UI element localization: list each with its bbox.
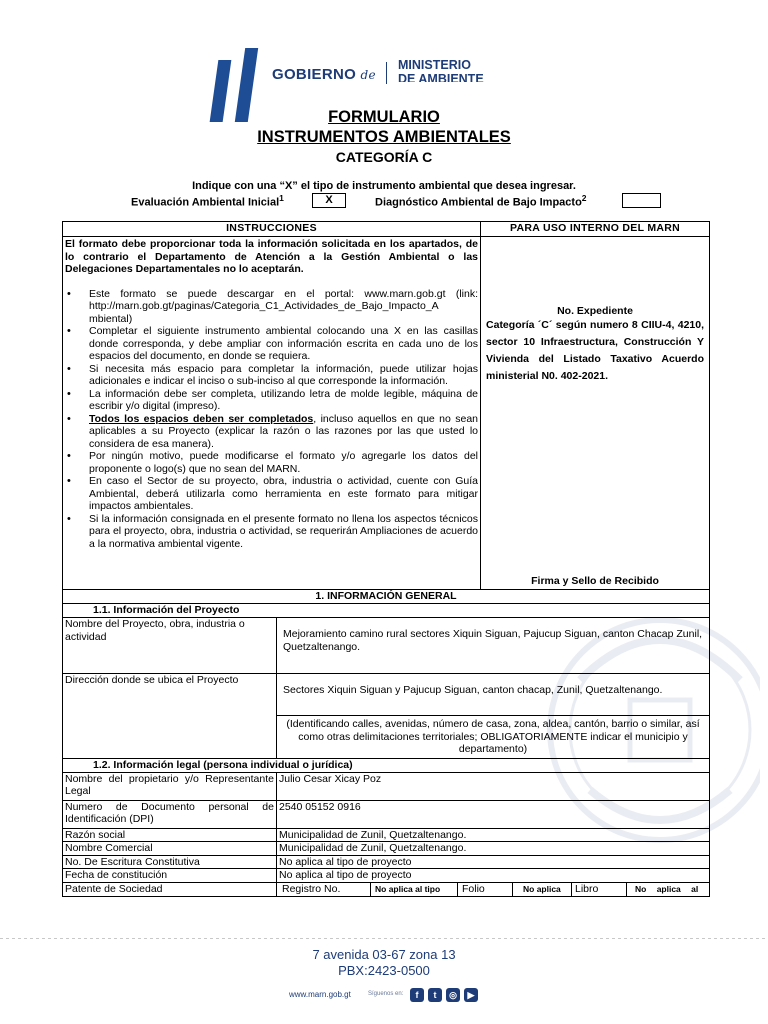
instruction-item: • Este formato se puede descargar en el portal: www.marn.gob.gt (link: http://marn.gob.gt/paginas/Categoria_C1_Actividades_de_Bajo_Impacto_A mbiental) bbox=[65, 288, 478, 326]
footer-pbx: PBX:2423-0500 bbox=[338, 963, 430, 978]
instructions-cell bbox=[63, 237, 481, 590]
fecha-constitucion-label: Fecha de constitución bbox=[63, 869, 277, 883]
direccion-note: (Identificando calles, avenidas, número de casa, zona, aldea, cantón, barrio o similar, así como otras delimitaciones territoriales; OBLIGATORIAMENTE indicar el municipio y departamento) bbox=[277, 716, 710, 759]
expediente-label: No. Expediente bbox=[557, 305, 633, 317]
footer-siguenos: Síguenos en: bbox=[368, 991, 404, 997]
logo-divider bbox=[386, 62, 387, 84]
fecha-constitucion-field[interactable]: No aplica al tipo de proyecto bbox=[277, 869, 710, 883]
libro-field[interactable]: No aplica al bbox=[635, 883, 699, 894]
instrucciones-header: INSTRUCCIONES bbox=[63, 222, 481, 237]
instruction-item: • La información debe ser completa, utilizando letra de molde legible, máquina de escribir y/o digital (impreso). bbox=[65, 388, 478, 413]
evaluacion-label: Evaluación Ambiental Inicial$^1$ bbox=[131, 193, 284, 209]
nombre-proyecto-label: Nombre del Proyecto, obra, industria o actividad bbox=[63, 618, 277, 674]
folio-label: Folio bbox=[462, 882, 485, 895]
libro-label: Libro bbox=[575, 882, 599, 895]
subsection-title: 1.1. Información del Proyecto bbox=[63, 604, 710, 618]
twitter-icon[interactable]: t bbox=[428, 988, 442, 1002]
instruction-item: • Si la información consignada en el presente formato no llena los aspectos técnicos para el proyecto, obra, industria o actividad, se requerirán Ampliaciones de acuerdo a la normativa ambiental vigente. bbox=[65, 513, 478, 551]
dpi-label: Numero de Documento personal de Identificación (DPI) bbox=[63, 800, 277, 828]
instruction-item: • Todos los espacios deben ser completados, incluso aquellos en que no sean aplicables a su Proyecto (explicar la razón o las razones por las que usted lo considera de esa manera). bbox=[65, 413, 478, 451]
folio-field[interactable]: No aplica bbox=[523, 883, 561, 894]
subsection-title: 1.2. Información legal (persona individual o jurídica) bbox=[63, 758, 710, 772]
instructions-intro: El formato debe proporcionar toda la información solicitada en los apartados, de lo contrario el Departamento de Atención a la Gestión Ambiental o las Delegaciones Departamentales no lo aceptarán. bbox=[65, 238, 479, 275]
dpi-field[interactable]: 2540 05152 0916 bbox=[277, 800, 710, 828]
nombre-proyecto-field[interactable]: Mejoramiento camino rural sectores Xiquin Siguan, Pajucup Siguan, canton Chacap Zunil, Quetzaltenango. bbox=[277, 618, 710, 674]
patente-label: Patente de Sociedad bbox=[63, 882, 277, 896]
footer-address: 7 avenida 03-67 zona 13 bbox=[312, 947, 456, 962]
header bbox=[0, 0, 768, 100]
registro-label: Registro No. bbox=[282, 882, 341, 895]
patente-fields bbox=[277, 882, 710, 896]
escritura-field[interactable]: No aplica al tipo de proyecto bbox=[277, 855, 710, 869]
instructions-list bbox=[65, 288, 478, 551]
logo-gobierno: GOBIERNO de bbox=[272, 66, 376, 83]
instagram-icon[interactable]: ◎ bbox=[446, 988, 460, 1002]
categoria-text: Categoría ´C´ según numero 8 CIIU-4, 4210, sector 10 Infraestructura, Construcción Y Vivienda del Listado Taxativo Acuerdo ministerial N0. 402-2021. bbox=[486, 319, 705, 382]
form-category: CATEGORÍA C bbox=[335, 149, 433, 165]
form-table bbox=[62, 221, 710, 897]
instruction-item: • Si necesita más espacio para completar la información, puede utilizar hojas adicionales e indicar el inciso o sub-inciso al que corresponde la información. bbox=[65, 363, 478, 388]
registro-field[interactable]: No aplica al tipo bbox=[375, 883, 441, 894]
uso-interno-cell bbox=[481, 237, 710, 590]
instruction-item: • En caso el Sector de su proyecto, obra, industria o actividad, cuente con Guía Ambiental, deberá utilizarla como herramienta en este formato para mitigar impactos ambientales. bbox=[65, 475, 478, 513]
form-title: FORMULARIO bbox=[328, 108, 440, 126]
nombre-comercial-label: Nombre Comercial bbox=[63, 842, 277, 856]
facebook-icon[interactable]: f bbox=[410, 988, 424, 1002]
instruction-item: • Por ningún motivo, puede modificarse el formato y/o agregarle los datos del proponente o logo(s) que no sean del MARN. bbox=[65, 450, 478, 475]
diagnostico-checkbox[interactable] bbox=[622, 193, 661, 208]
instruction-text: Indique con una “X” el tipo de instrumento ambiental que desea ingresar. bbox=[192, 180, 576, 192]
footer-divider bbox=[0, 938, 768, 939]
direccion-field[interactable]: Sectores Xiquin Siguan y Pajucup Siguan, canton chacap, Zunil, Quetzaltenango. bbox=[277, 674, 710, 716]
uso-interno-header: PARA USO INTERNO DEL MARN bbox=[481, 222, 710, 237]
propietario-field[interactable]: Julio Cesar Xicay Poz bbox=[277, 772, 710, 800]
instruction-item: • Completar el siguiente instrumento ambiental colocando una X en las casillas donde corresponda, y debe ampliar con información escrita en cada uno de los espacios del documento, en donde se requiera. bbox=[65, 325, 478, 363]
footer-website-link[interactable]: www.marn.gob.gt bbox=[289, 990, 351, 999]
section-title: 1. INFORMACIÓN GENERAL bbox=[63, 590, 710, 604]
nombre-comercial-field[interactable]: Municipalidad de Zunil, Quetzaltenango. bbox=[277, 842, 710, 856]
evaluacion-checkbox[interactable]: X bbox=[312, 193, 346, 208]
direccion-label: Dirección donde se ubica el Proyecto bbox=[63, 674, 277, 759]
razon-social-field[interactable]: Municipalidad de Zunil, Quetzaltenango. bbox=[277, 828, 710, 842]
logo-ministerio: MINISTERIO DE AMBIENTE bbox=[398, 58, 484, 82]
youtube-icon[interactable]: ▶ bbox=[464, 988, 478, 1002]
firma-label: Firma y Sello de Recibido bbox=[531, 574, 659, 587]
escritura-label: No. De Escritura Constitutiva bbox=[63, 855, 277, 869]
form-subtitle: INSTRUMENTOS AMBIENTALES bbox=[257, 128, 511, 146]
razon-social-label: Razón social bbox=[63, 828, 277, 842]
diagnostico-label: Diagnóstico Ambiental de Bajo Impacto$^2$ bbox=[375, 193, 587, 209]
propietario-label: Nombre del propietario y/o Representante Legal bbox=[63, 772, 277, 800]
